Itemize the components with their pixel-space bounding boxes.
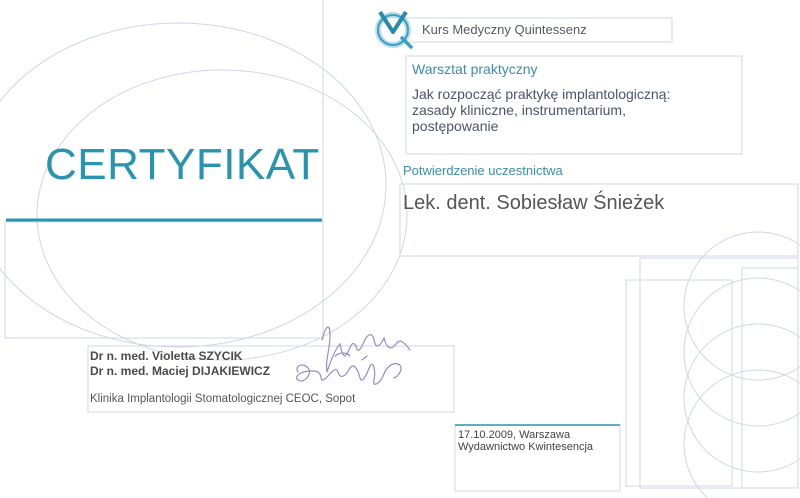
workshop-title-line: zasady kliniczne, instrumentarium, — [412, 102, 626, 118]
signatory-doctor-1: Dr n. med. Violetta SZYCIK — [90, 349, 243, 363]
workshop-title — [412, 86, 732, 134]
signatory-doctor-2: Dr n. med. Maciej DIJAKIEWICZ — [90, 364, 271, 378]
vq-logo-icon — [378, 12, 411, 47]
publisher-name: Wydawnictwo Kwintesencja — [458, 441, 594, 453]
signature-image — [297, 327, 410, 384]
participation-label: Potwierdzenie uczestnictwa — [403, 163, 563, 178]
participant-name: Lek. dent. Sobiesław Śnieżek — [403, 192, 665, 214]
workshop-title-line: postępowanie — [412, 118, 499, 134]
course-brand-name: Kurs Medyczny Quintessenz — [422, 22, 587, 37]
workshop-type: Warsztat praktyczny — [412, 61, 538, 77]
clinic-name: Klinika Implantologii Stomatologicznej CEOC, Sopot — [90, 393, 356, 405]
decorative-arc — [37, 70, 407, 360]
issue-date-place: 17.10.2009, Warszawa — [458, 429, 571, 441]
certificate-title: CERTYFIKAT — [45, 140, 320, 189]
workshop-title-line: Jak rozpocząć praktykę implantologiczną: — [412, 86, 671, 102]
